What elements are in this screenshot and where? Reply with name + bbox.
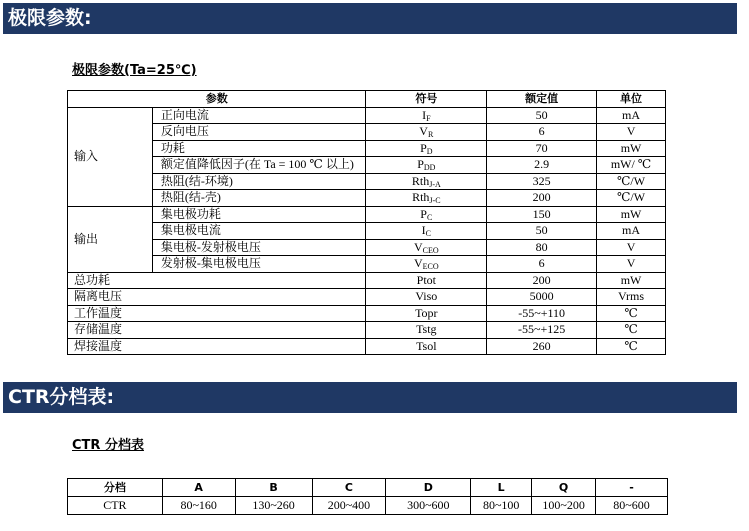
param-name: 总功耗 xyxy=(68,272,366,289)
symbol-main: Tstg xyxy=(416,322,437,337)
param-value: -55~+125 xyxy=(487,322,597,339)
symbol-main: I xyxy=(421,223,426,238)
symbol-subscript: J-A xyxy=(429,179,441,189)
limits-row xyxy=(68,322,666,339)
param-name: 热阻(结-壳) xyxy=(152,190,366,207)
param-symbol xyxy=(366,223,487,240)
param-name: 隔离电压 xyxy=(68,289,366,306)
ctr-header-cell: Q xyxy=(532,479,596,497)
param-unit: ℃ xyxy=(597,338,666,355)
group-input-label: 输入 xyxy=(68,107,153,206)
param-name: 功耗 xyxy=(152,140,366,157)
param-unit: V xyxy=(597,239,666,256)
param-name: 发射极-集电极电压 xyxy=(152,256,366,273)
header-rating: 额定值 xyxy=(487,91,597,108)
param-unit: V xyxy=(597,256,666,273)
limits-row xyxy=(68,256,666,273)
symbol-main: Rth xyxy=(411,173,430,188)
symbol-main: V xyxy=(419,124,428,139)
limits-row xyxy=(68,338,666,355)
param-symbol xyxy=(366,124,487,141)
param-unit: V xyxy=(597,124,666,141)
param-symbol xyxy=(366,322,487,339)
section-banner-ctr: CTR分档表: xyxy=(3,382,737,413)
symbol-subscript: D xyxy=(426,146,433,156)
param-value: 260 xyxy=(487,338,597,355)
param-symbol xyxy=(366,157,487,174)
symbol-subscript: DD xyxy=(423,163,436,173)
ctr-header-cell: A xyxy=(162,479,235,497)
param-unit: mW/ ℃ xyxy=(597,157,666,174)
param-value: 200 xyxy=(487,272,597,289)
param-unit: mW xyxy=(597,272,666,289)
param-symbol xyxy=(366,289,487,306)
symbol-subscript: F xyxy=(426,113,431,123)
ctr-subtitle: CTR 分档表 xyxy=(72,438,144,453)
param-value: 50 xyxy=(487,107,597,124)
param-unit: Vrms xyxy=(597,289,666,306)
param-symbol xyxy=(366,338,487,355)
ctr-value-cell: 80~100 xyxy=(471,497,532,515)
limits-row xyxy=(68,272,666,289)
ctr-value-row xyxy=(68,497,668,515)
ctr-header-cell: C xyxy=(312,479,386,497)
param-unit: ℃ xyxy=(597,305,666,322)
header-symbol: 符号 xyxy=(366,91,487,108)
symbol-subscript: R xyxy=(427,130,434,140)
ctr-value-cell: 80~600 xyxy=(596,497,668,515)
param-value: 80 xyxy=(487,239,597,256)
limits-row xyxy=(68,289,666,306)
param-symbol xyxy=(366,256,487,273)
symbol-subscript: C xyxy=(426,212,433,222)
limits-table xyxy=(67,90,666,355)
ctr-header-row xyxy=(68,479,668,497)
limits-row xyxy=(68,107,666,124)
param-value: 6 xyxy=(487,256,597,273)
symbol-subscript: ECO xyxy=(422,262,439,272)
param-symbol xyxy=(366,206,487,223)
param-value: 2.9 xyxy=(487,157,597,174)
symbol-main: P xyxy=(420,206,427,221)
limits-row xyxy=(68,223,666,240)
symbol-main: V xyxy=(413,256,423,271)
param-name: 集电极功耗 xyxy=(152,206,366,223)
group-output-label: 输出 xyxy=(68,206,153,272)
ctr-value-cell: 200~400 xyxy=(312,497,386,515)
limits-row xyxy=(68,157,666,174)
param-value: 50 xyxy=(487,223,597,240)
param-symbol xyxy=(366,305,487,322)
ctr-header-cell: B xyxy=(235,479,312,497)
ctr-header-cell: L xyxy=(471,479,532,497)
param-symbol xyxy=(366,107,487,124)
limits-row xyxy=(68,190,666,207)
param-value: 5000 xyxy=(487,289,597,306)
ctr-value-cell: 300~600 xyxy=(386,497,471,515)
ctr-value-cell: 80~160 xyxy=(162,497,235,515)
param-unit: ℃/W xyxy=(597,190,666,207)
param-value: 325 xyxy=(487,173,597,190)
symbol-main: Tsol xyxy=(416,338,437,353)
symbol-main: Rth xyxy=(412,190,430,205)
param-unit: mW xyxy=(597,206,666,223)
param-name: 额定值降低因子(在 Ta = 100 ℃ 以上) xyxy=(152,157,366,174)
param-value: 150 xyxy=(487,206,597,223)
symbol-main: P xyxy=(417,157,424,172)
ctr-header-cell: 分档 xyxy=(68,479,163,497)
symbol-subscript: J-C xyxy=(429,196,441,206)
ctr-value-cell: CTR xyxy=(68,497,163,515)
param-value: 200 xyxy=(487,190,597,207)
param-unit: ℃ xyxy=(597,322,666,339)
param-value: 6 xyxy=(487,124,597,141)
param-name: 工作温度 xyxy=(68,305,366,322)
param-unit: mA xyxy=(597,223,666,240)
param-name: 集电极电流 xyxy=(152,223,366,240)
param-unit: mW xyxy=(597,140,666,157)
param-symbol xyxy=(366,190,487,207)
symbol-main: V xyxy=(413,239,423,254)
param-symbol xyxy=(366,272,487,289)
limits-subtitle: 极限参数(Ta=25℃) xyxy=(72,63,197,78)
symbol-main: Ptot xyxy=(416,272,436,287)
param-symbol xyxy=(366,173,487,190)
limits-row xyxy=(68,206,666,223)
param-unit: mA xyxy=(597,107,666,124)
symbol-main: P xyxy=(420,140,427,155)
ctr-value-cell: 100~200 xyxy=(532,497,596,515)
symbol-subscript: C xyxy=(425,229,431,239)
limits-row xyxy=(68,140,666,157)
ctr-value-cell: 130~260 xyxy=(235,497,312,515)
param-name: 热阻(结-环境) xyxy=(152,173,366,190)
param-name: 焊接温度 xyxy=(68,338,366,355)
limits-row xyxy=(68,239,666,256)
param-name: 正向电流 xyxy=(152,107,366,124)
param-name: 集电极-发射极电压 xyxy=(152,239,366,256)
ctr-header-cell: D xyxy=(386,479,471,497)
ctr-table xyxy=(67,478,668,515)
param-unit: ℃/W xyxy=(597,173,666,190)
header-unit: 单位 xyxy=(597,91,666,108)
limits-header-row xyxy=(68,91,666,108)
param-value: -55~+110 xyxy=(487,305,597,322)
section-banner-limits: 极限参数: xyxy=(3,3,737,34)
symbol-main: Topr xyxy=(415,305,438,320)
header-param: 参数 xyxy=(68,91,366,108)
ctr-header-cell: - xyxy=(596,479,668,497)
param-symbol xyxy=(366,140,487,157)
param-value: 70 xyxy=(487,140,597,157)
limits-row xyxy=(68,173,666,190)
param-name: 反向电压 xyxy=(152,124,366,141)
limits-row xyxy=(68,305,666,322)
symbol-main: Viso xyxy=(415,289,438,304)
symbol-subscript: CEO xyxy=(422,245,439,255)
limits-row xyxy=(68,124,666,141)
symbol-main: I xyxy=(422,107,427,122)
param-name: 存储温度 xyxy=(68,322,366,339)
param-symbol xyxy=(366,239,487,256)
